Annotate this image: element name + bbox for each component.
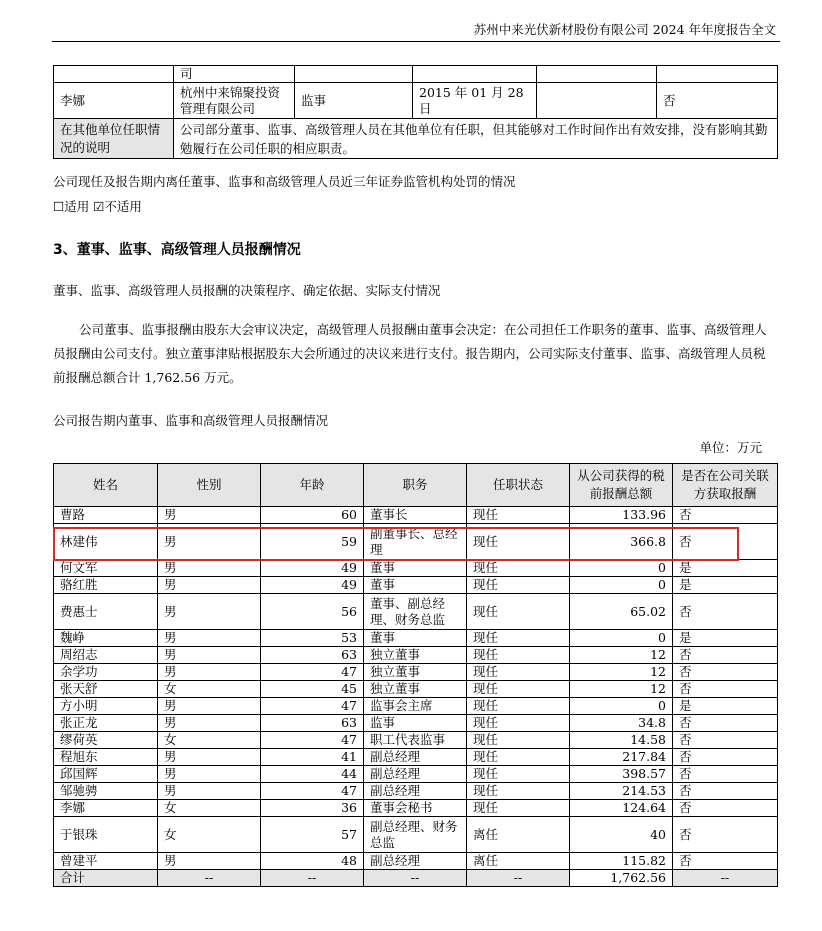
total-related: --	[673, 870, 778, 887]
table-row	[54, 783, 778, 800]
cell-related: 否	[673, 647, 778, 664]
cell-status: 现任	[467, 681, 570, 698]
cell-description: 公司部分董事、监事、高级管理人员在其他单位有任职，但其能够对工作时间作出有效安排，没有影响其勤勉履行在公司任职的相应职责。	[174, 119, 778, 159]
cell-title: 副总经理、财务总监	[364, 817, 467, 853]
cell-pay: 0	[570, 698, 673, 715]
cell-gender: 男	[158, 524, 261, 560]
cell-title: 董事、副总经理、财务总监	[364, 594, 467, 630]
table-row	[54, 66, 778, 83]
total-label: 合计	[54, 870, 158, 887]
cell-status: 现任	[467, 783, 570, 800]
total-title: --	[364, 870, 467, 887]
cell-status: 现任	[467, 647, 570, 664]
cell-status: 现任	[467, 766, 570, 783]
cell-title: 董事	[364, 560, 467, 577]
cell-status: 现任	[467, 507, 570, 524]
cell-title: 董事会秘书	[364, 800, 467, 817]
total-gender: --	[158, 870, 261, 887]
cell-name: 周绍志	[54, 647, 158, 664]
table-title: 公司报告期内董事、监事和高级管理人员报酬情况	[53, 413, 329, 428]
cell-gender: 男	[158, 766, 261, 783]
cell-related: 否	[673, 715, 778, 732]
col-header: 姓名	[54, 464, 158, 507]
cell-gender: 男	[158, 647, 261, 664]
cell-related: 否	[673, 594, 778, 630]
cell-related: 否	[673, 783, 778, 800]
penalty-title: 公司现任及报告期内离任董事、监事和高级管理人员近三年证券监管机构处罚的情况	[53, 174, 516, 189]
cell-age: 47	[261, 698, 364, 715]
cell-status: 现任	[467, 594, 570, 630]
cell-age: 63	[261, 715, 364, 732]
cell-gender: 女	[158, 800, 261, 817]
cell-age: 47	[261, 783, 364, 800]
cell-name: 邹驰骋	[54, 783, 158, 800]
cell-age: 47	[261, 732, 364, 749]
table-header-row	[54, 464, 778, 507]
cell-title: 副总经理	[364, 749, 467, 766]
table-row	[54, 630, 778, 647]
total-pay: 1,762.56	[570, 870, 673, 887]
cell-pay: 214.53	[570, 783, 673, 800]
cell-status: 现任	[467, 698, 570, 715]
cell-age: 49	[261, 577, 364, 594]
cell-end	[537, 83, 657, 119]
cell-pay: 0	[570, 577, 673, 594]
cell-name: 李娜	[54, 83, 174, 119]
cell-related: 否	[673, 524, 778, 560]
cell-gender: 男	[158, 853, 261, 870]
cell-related: 是	[673, 698, 778, 715]
cell-title: 独立董事	[364, 681, 467, 698]
cell-pay: 12	[570, 681, 673, 698]
table-row	[54, 119, 778, 159]
cell-age: 60	[261, 507, 364, 524]
cell-gender: 男	[158, 749, 261, 766]
col-header: 职务	[364, 464, 467, 507]
cell-pay: 0	[570, 630, 673, 647]
table-row	[54, 560, 778, 577]
cell-age: 48	[261, 853, 364, 870]
table-row	[54, 766, 778, 783]
table-row	[54, 83, 778, 119]
cell-age: 47	[261, 664, 364, 681]
cell-status: 离任	[467, 817, 570, 853]
cell-pay: 40	[570, 817, 673, 853]
cell-pay: 398.57	[570, 766, 673, 783]
cell-age: 44	[261, 766, 364, 783]
cell-name: 邱国辉	[54, 766, 158, 783]
table-row	[54, 817, 778, 853]
unit-label: 单位：万元	[699, 440, 762, 455]
section-title: 3、董事、监事、高级管理人员报酬情况	[53, 242, 301, 258]
table-row	[54, 594, 778, 630]
cell-name: 方小明	[54, 698, 158, 715]
col-header: 从公司获得的税前报酬总额	[570, 464, 673, 507]
table-row	[54, 507, 778, 524]
cell-name: 费惠士	[54, 594, 158, 630]
cell-related: 是	[673, 560, 778, 577]
cell-pay: 115.82	[570, 853, 673, 870]
cell-status: 现任	[467, 664, 570, 681]
cell-gender: 男	[158, 715, 261, 732]
cell-title: 副总经理	[364, 853, 467, 870]
cell-gender: 女	[158, 817, 261, 853]
cell-related: 是	[673, 630, 778, 647]
decision-paragraph: 公司董事、监事报酬由股东大会审议决定，高级管理人员报酬由董事会决定：在公司担任工作职务的董事、监事、高级管理人员报酬由公司支付。独立董事津贴根据股东大会所通过的决议来进行支付。报告期内，公司实际支付董事、监事、高级管理人员税前报酬总额合计 1,762.56 万元。	[53, 322, 767, 385]
cell-title: 独立董事	[364, 647, 467, 664]
cell-status: 离任	[467, 853, 570, 870]
compensation-table	[53, 463, 778, 887]
table-row	[54, 647, 778, 664]
cell-gender: 男	[158, 577, 261, 594]
cell-name: 曹路	[54, 507, 158, 524]
other-positions-table	[53, 65, 778, 159]
cell-related: 否	[673, 766, 778, 783]
cell-position: 监事	[295, 83, 413, 119]
cell-title: 副总经理	[364, 766, 467, 783]
cell-gender: 男	[158, 594, 261, 630]
cell-name: 余学功	[54, 664, 158, 681]
cell-paid: 否	[657, 83, 778, 119]
cell-status: 现任	[467, 800, 570, 817]
cell-name: 骆红胜	[54, 577, 158, 594]
table-row	[54, 853, 778, 870]
cell-gender: 男	[158, 664, 261, 681]
col-header: 性别	[158, 464, 261, 507]
table-row	[54, 664, 778, 681]
table-row	[54, 732, 778, 749]
cell-gender: 男	[158, 698, 261, 715]
cell-title: 监事	[364, 715, 467, 732]
report-header: 苏州中来光伏新材股份有限公司 2024 年年度报告全文	[473, 22, 776, 37]
cell-name: 于银珠	[54, 817, 158, 853]
cell-age: 36	[261, 800, 364, 817]
decision-title: 董事、监事、高级管理人员报酬的决策程序、确定依据、实际支付情况	[53, 283, 441, 298]
cell-age: 56	[261, 594, 364, 630]
col-header: 是否在公司关联方获取报酬	[673, 464, 778, 507]
cell-name: 魏峥	[54, 630, 158, 647]
cell-title: 董事	[364, 577, 467, 594]
total-status: --	[467, 870, 570, 887]
cell-title: 监事会主席	[364, 698, 467, 715]
cell-pay: 65.02	[570, 594, 673, 630]
total-age: --	[261, 870, 364, 887]
cell-pay: 0	[570, 560, 673, 577]
cell-age: 53	[261, 630, 364, 647]
cell-pay: 133.96	[570, 507, 673, 524]
cell-gender: 男	[158, 560, 261, 577]
cell-gender: 男	[158, 630, 261, 647]
cell-name: 李娜	[54, 800, 158, 817]
cell-name: 张天舒	[54, 681, 158, 698]
cell-title: 董事长	[364, 507, 467, 524]
cell-status: 现任	[467, 577, 570, 594]
table-row	[54, 698, 778, 715]
cell-related: 否	[673, 732, 778, 749]
cell-status: 现任	[467, 630, 570, 647]
cell-gender: 男	[158, 507, 261, 524]
cell-title: 副董事长、总经理	[364, 524, 467, 560]
cell-company: 杭州中来锦聚投资管理有限公司	[174, 83, 295, 119]
cell: 司	[174, 66, 295, 83]
cell-status: 现任	[467, 524, 570, 560]
cell-pay: 34.8	[570, 715, 673, 732]
table-row	[54, 749, 778, 766]
cell-related: 否	[673, 664, 778, 681]
cell-age: 45	[261, 681, 364, 698]
cell-status: 现任	[467, 715, 570, 732]
cell-title: 职工代表监事	[364, 732, 467, 749]
cell-name: 程旭东	[54, 749, 158, 766]
table-row	[54, 681, 778, 698]
cell-age: 57	[261, 817, 364, 853]
cell-pay: 124.64	[570, 800, 673, 817]
cell-label: 在其他单位任职情况的说明	[54, 119, 174, 159]
cell-title: 董事	[364, 630, 467, 647]
cell-pay: 14.58	[570, 732, 673, 749]
header-rule	[52, 41, 780, 42]
col-header: 年龄	[261, 464, 364, 507]
total-row	[54, 870, 778, 887]
cell-related: 否	[673, 817, 778, 853]
cell-age: 49	[261, 560, 364, 577]
cell-pay: 12	[570, 647, 673, 664]
cell-name: 何文军	[54, 560, 158, 577]
cell-pay: 217.84	[570, 749, 673, 766]
cell-pay: 366.8	[570, 524, 673, 560]
cell-status: 现任	[467, 732, 570, 749]
cell-related: 否	[673, 507, 778, 524]
cell-name: 林建伟	[54, 524, 158, 560]
cell-age: 41	[261, 749, 364, 766]
cell-related: 否	[673, 681, 778, 698]
cell-related: 否	[673, 749, 778, 766]
cell-gender: 女	[158, 681, 261, 698]
cell-start: 2015 年 01 月 28 日	[413, 83, 537, 119]
cell-related: 否	[673, 853, 778, 870]
table-row	[54, 715, 778, 732]
cell-name: 张正龙	[54, 715, 158, 732]
cell-related: 是	[673, 577, 778, 594]
cell-gender: 男	[158, 783, 261, 800]
table-row	[54, 800, 778, 817]
cell-related: 否	[673, 800, 778, 817]
cell-title: 独立董事	[364, 664, 467, 681]
cell-pay: 12	[570, 664, 673, 681]
applicability-checkboxes: ☐适用 ☑不适用	[53, 199, 142, 214]
cell-age: 59	[261, 524, 364, 560]
cell-title: 副总经理	[364, 783, 467, 800]
cell-status: 现任	[467, 560, 570, 577]
cell-name: 缪荷英	[54, 732, 158, 749]
cell-gender: 女	[158, 732, 261, 749]
col-header: 任职状态	[467, 464, 570, 507]
table-row	[54, 524, 778, 560]
cell-status: 现任	[467, 749, 570, 766]
cell-age: 63	[261, 647, 364, 664]
cell-name: 曾建平	[54, 853, 158, 870]
table-row	[54, 577, 778, 594]
